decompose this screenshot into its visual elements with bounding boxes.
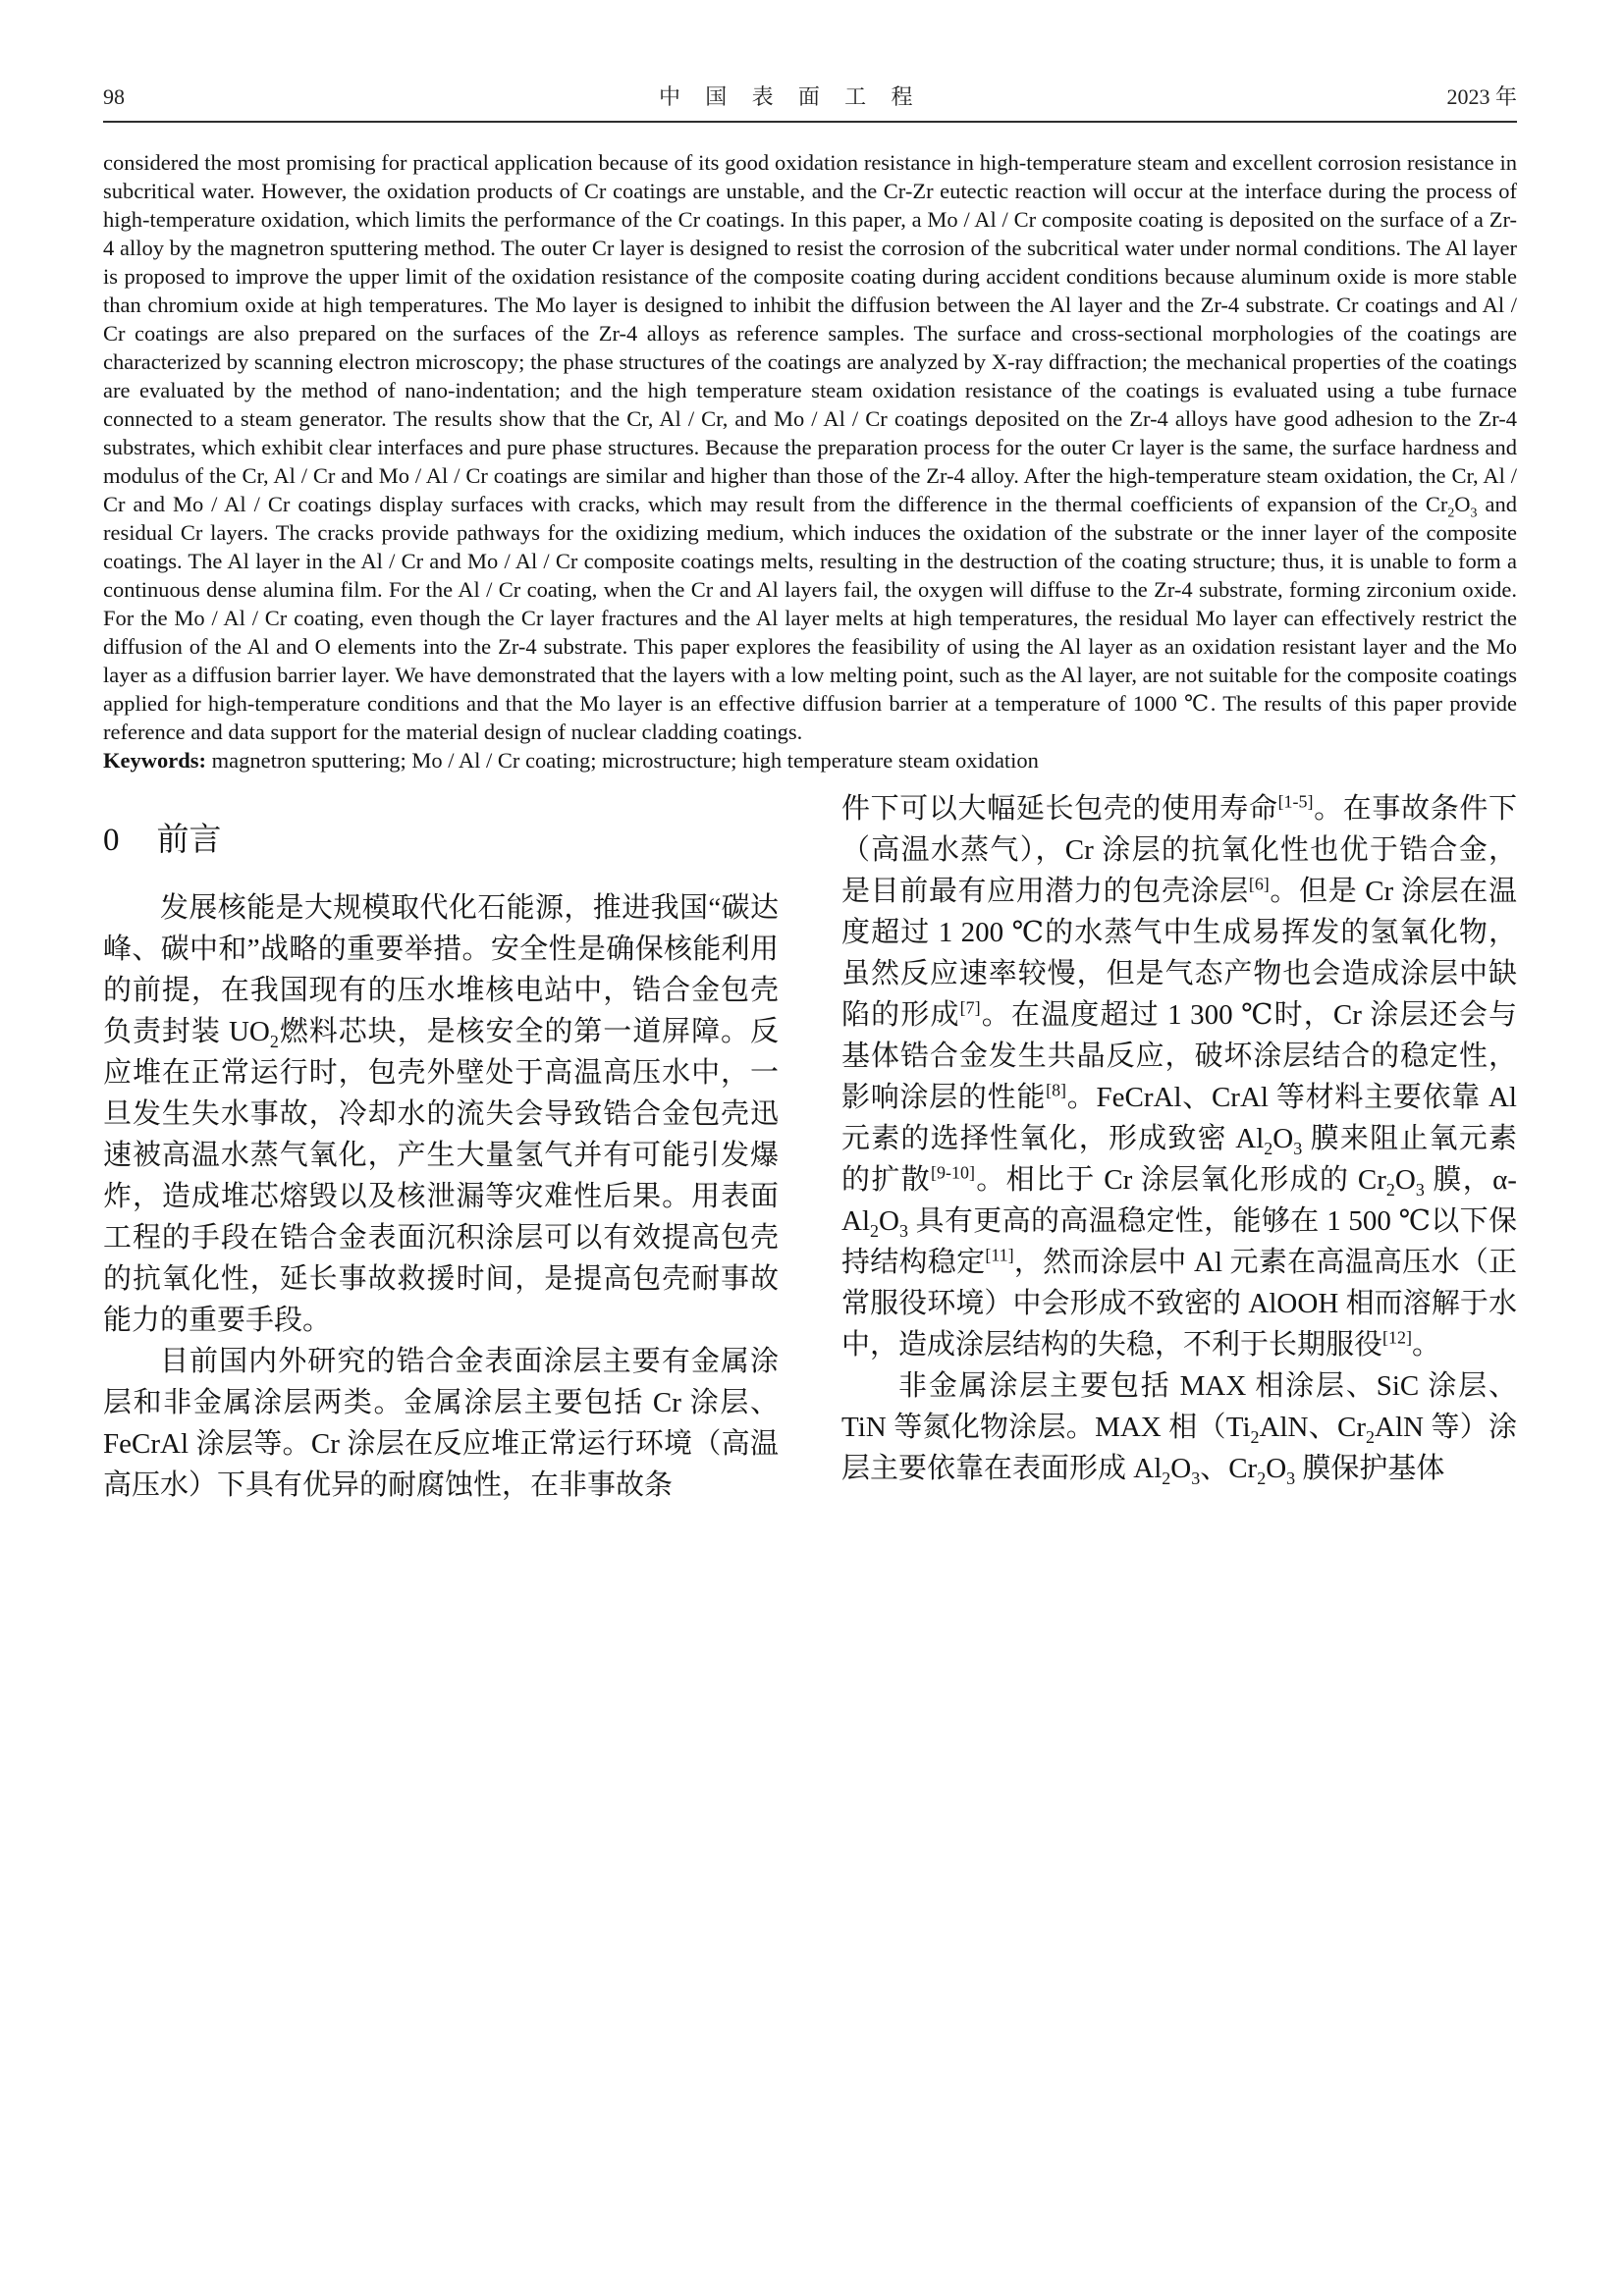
- keywords-text: magnetron sputtering; Mo / Al / Cr coating; microstructure; high temperature steam oxidation: [211, 748, 1039, 773]
- section-title: 前言: [156, 823, 222, 858]
- page-header: [103, 0, 1517, 111]
- right-column: [841, 788, 1517, 1506]
- left-column: [103, 788, 779, 1506]
- header-rule: [103, 121, 1517, 123]
- year-label: 2023 年: [1446, 84, 1517, 109]
- intro-paragraph-1: 发展核能是大规模取代化石能源，推进我国“碳达峰、碳中和”战略的重要举措。安全性是确保核能利用的前提，在我国现有的压水堆核电站中，锆合金包壳负责封装 $UO_2$燃料芯块，是核安全的第一道屏障。反应堆在正常运行时，包壳外壁处于高温高压水中，一旦发生失水事故，冷却水的流失会导致锆合金包壳迅速被高温水蒸气氧化，产生大量氢气并有可能引发爆炸，造成堆芯熔毁以及核泄漏等灾难性后果。用表面工程的手段在锆合金表面沉积涂层可以有效提高包壳的抗氧化性，延长事故救援时间，是提高包壳耐事故能力的重要手段。: [103, 892, 779, 1336]
- page-number: 98: [103, 84, 125, 109]
- right-paragraph-2: 非金属涂层主要包括 MAX 相涂层、SiC 涂层、TiN 等氮化物涂层。MAX 相（$Ti_2AlN$、$Cr_2AlN$ 等）涂层主要依靠在表面形成 $Al_2O_3$、$Cr_2O_3$ 膜保护基体: [841, 1370, 1517, 1488]
- right-paragraph-1: 件下可以大幅延长包壳的使用寿命[1-5]。在事故条件下（高温水蒸气），Cr 涂层的抗氧化性也优于锆合金，是目前最有应用潜力的包壳涂层[6]。但是 Cr 涂层在温度超过 1 200 ℃的水蒸气中生成易挥发的氢氧化物，虽然反应速率较慢，但是气态产物也会造成涂层中缺陷的形成[7]。在温度超过 1 300 ℃时，Cr 涂层还会与基体锆合金发生共晶反应，破坏涂层结合的稳定性，影响涂层的性能[8]。FeCrAl、CrAl 等材料主要依靠 Al 元素的选择性氧化，形成致密 $Al_2O_3$ 膜来阻止氧元素的扩散[9-10]。相比于 Cr 涂层氧化形成的 $Cr_2O_3$ 膜，$\alpha-Al_2O_3$ 具有更高的高温稳定性，能够在 1 500 ℃以下保持结构稳定[11]，然而涂层中 Al 元素在高温高压水（正常服役环境）中会形成不致密的 AlOOH 相而溶解于水中，造成涂层结构的失稳，不利于长期服役[12]。: [841, 791, 1517, 1361]
- keywords-line: [103, 746, 1517, 774]
- two-column-body: [103, 788, 1517, 1506]
- journal-title: 中 国 表 面 工 程: [658, 84, 923, 109]
- section-number: 0: [103, 823, 120, 858]
- abstract-section: [103, 148, 1517, 774]
- abstract-text: considered the most promising for practical application because of its good oxidation resistance in high-temperature steam and excellent corrosion resistance in subcritical water. However, the oxidation products of Cr coatings are unstable, and the Cr-Zr eutectic reaction will occur at the interface during the process of high-temperature oxidation, which limits the performance of the Cr coatings. In this paper, a Mo / Al / Cr composite coating is deposited on the surface of a Zr-4 alloy by the magnetron sputtering method. The outer Cr layer is designed to resist the corrosion of the subcritical water under normal conditions. The Al layer is proposed to improve the upper limit of the oxidation resistance of the composite coating during accident conditions because aluminum oxide is more stable than chromium oxide at high temperatures. The Mo layer is designed to inhibit the diffusion between the Al layer and the Zr-4 substrate. Cr coatings and Al / Cr coatings are also prepared on the surfaces of the Zr-4 alloys as reference samples. The surface and cross-sectional morphologies of the coatings are characterized by scanning electron microscopy; the phase structures of the coatings are analyzed by X-ray diffraction; the mechanical properties of the coatings are evaluated by the method of nano-indentation; and the high temperature steam oxidation resistance of the coatings is evaluated using a tube furnace connected to a steam generator. The results show that the Cr, Al / Cr, and Mo / Al / Cr coatings deposited on the Zr-4 alloys have good adhesion to the Zr-4 substrates, which exhibit clear interfaces and pure phase structures. Because the preparation process for the outer Cr layer is the same, the surface hardness and modulus of the Cr, Al / Cr and Mo / Al / Cr coatings are similar and higher than those of the Zr-4 alloy. After the high-temperature steam oxidation, the Cr, Al / Cr and Mo / Al / Cr coatings display surfaces with cracks, which may result from the difference in the thermal coefficients of expansion of the $Cr_2O_3$ and residual Cr layers. The cracks provide pathways for the oxidizing medium, which induces the oxidation of the substrate or the inner layer of the composite coatings. The Al layer in the Al / Cr and Mo / Al / Cr composite coatings melts, resulting in the destruction of the coating structure; thus, it is unable to form a continuous dense alumina film. For the Al / Cr coating, when the Cr and Al layers fail, the oxygen will diffuse to the Zr-4 substrate, forming zirconium oxide. For the Mo / Al / Cr coating, even though the Cr layer fractures and the Al layer melts at high temperatures, the residual Mo layer can effectively restrict the diffusion of the Al and O elements into the Zr-4 substrate. This paper explores the feasibility of using the Al layer as an oxidation resistant layer and the Mo layer as a diffusion barrier layer. We have demonstrated that the layers with a low melting point, such as the Al layer, are not suitable for the composite coatings applied for high-temperature conditions and that the Mo layer is an effective diffusion barrier at a temperature of 1000 ℃. The results of this paper provide reference and data support for the material design of nuclear cladding coatings.: [103, 150, 1517, 744]
- intro-paragraph-2: 目前国内外研究的锆合金表面涂层主要有金属涂层和非金属涂层两类。金属涂层主要包括 Cr 涂层、FeCrAl 涂层等。Cr 涂层在反应堆正常运行环境（高温高压水）下具有优异的耐腐蚀性，在非事故条: [103, 1346, 779, 1501]
- keywords-label: Keywords:: [103, 748, 212, 773]
- section-heading: [103, 814, 779, 860]
